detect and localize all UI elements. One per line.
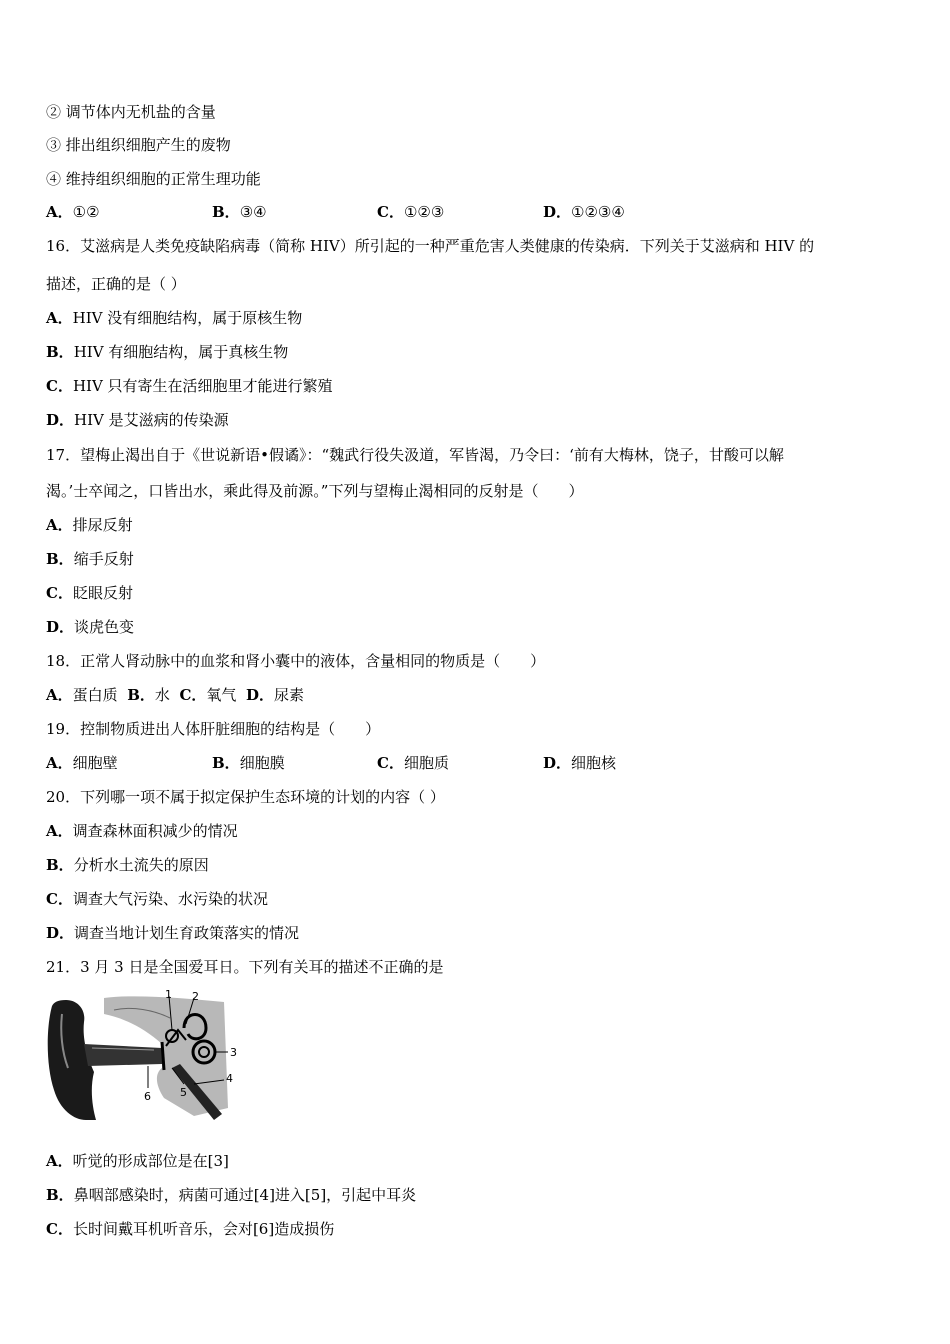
q15-option-a [46, 202, 100, 222]
option-text: 水 [154, 686, 170, 704]
option-text: 蛋白质 [72, 686, 118, 704]
option-letter: D． [46, 924, 75, 942]
option-letter: D． [46, 411, 75, 429]
option-letter: A． [46, 203, 73, 221]
figure-label-2: 2 [192, 990, 199, 1003]
q19-option-b [212, 753, 285, 773]
q19-option-d [543, 753, 616, 773]
option-text: 调查森林面积减少的情况 [72, 822, 238, 840]
option-letter: C． [46, 890, 73, 908]
question-number: 20． [46, 788, 81, 806]
option-text: 调查当地计划生育政策落实的情况 [74, 924, 300, 942]
option-letter: B． [212, 754, 240, 772]
question-number: 19． [46, 720, 81, 738]
option-text: 调查大气污染、水污染的状况 [72, 890, 268, 908]
question-text: 控制物质进出人体肝脏细胞的结构是（ ） [80, 720, 381, 738]
option-text: 细胞核 [571, 754, 617, 772]
option-letter: A． [46, 309, 73, 327]
q17-stem-line2: 渴。’士卒闻之，口皆出水，乘此得及前源。”下列与望梅止渴相同的反射是（ ） [46, 482, 584, 500]
q19-option-a [46, 753, 118, 773]
figure-label-6: 6 [144, 1090, 151, 1103]
option-text: ①②③④ [571, 203, 625, 221]
question-number: 21． [46, 958, 81, 976]
q20-option-d [46, 923, 299, 943]
q16-option-d [46, 410, 229, 430]
figure-label-1: 1 [165, 988, 172, 1001]
option-text: 缩手反射 [73, 550, 134, 568]
question-number: 17． [46, 446, 81, 464]
option-text: 眨眼反射 [72, 584, 133, 602]
option-letter: C． [179, 686, 207, 704]
q17-option-a [46, 515, 133, 535]
option-text: HIV 有细胞结构，属于真核生物 [73, 343, 289, 361]
option-letter: A． [46, 1152, 73, 1170]
option-letter: C． [377, 754, 404, 772]
q20-option-c [46, 889, 268, 909]
option-letter: A． [46, 754, 73, 772]
q15-option-c [377, 202, 444, 222]
q15-item-4: ④ 维持组织细胞的正常生理功能 [46, 170, 261, 188]
q20-stem [46, 787, 445, 807]
figure-label-4: 4 [226, 1072, 233, 1085]
q16-option-c [46, 376, 333, 396]
q15-item-3: ③ 排出组织细胞产生的废物 [46, 136, 231, 154]
option-text: 尿素 [273, 686, 304, 704]
question-text: 艾滋病是人类免疫缺陷病毒（简称 HIV）所引起的一种严重危害人类健康的传染病．下列关于艾滋病和 HIV 的 [80, 237, 815, 255]
q21-stem [46, 957, 444, 977]
option-letter: D． [245, 686, 274, 704]
q17-stem-line1 [46, 445, 784, 465]
q15-item-2: ② 调节体内无机盐的含量 [46, 103, 216, 121]
ear-anatomy-diagram [44, 988, 240, 1122]
q16-stem-line1 [46, 236, 814, 256]
option-letter: B． [46, 550, 74, 568]
q16-stem-line2: 描述，正确的是（ ） [46, 275, 186, 293]
option-letter: B． [46, 856, 74, 874]
eardrum-shape [162, 1042, 164, 1070]
option-text: 细胞膜 [239, 754, 285, 772]
q18-options [46, 685, 304, 705]
option-text: HIV 是艾滋病的传染源 [74, 411, 229, 429]
figure-label-3: 3 [230, 1046, 237, 1059]
question-text: 3 月 3 日是全国爱耳日。下列有关耳的描述不正确的是 [80, 958, 444, 976]
question-number: 18． [46, 652, 81, 670]
q18-stem [46, 651, 545, 671]
option-letter: D． [543, 203, 572, 221]
q21-option-c [46, 1219, 334, 1239]
option-letter: B． [46, 343, 74, 361]
q19-option-c [377, 753, 449, 773]
option-text: ③④ [239, 203, 267, 221]
q20-option-b [46, 855, 209, 875]
option-letter: A． [46, 686, 73, 704]
option-letter: A． [46, 516, 73, 534]
question-text: 望梅止渴出自于《世说新语•假谲》：“魏武行役失汲道，军皆渴，乃令曰：‘前有大梅林，饶子，甘酸可以解 [80, 446, 784, 464]
option-text: HIV 只有寄生在活细胞里才能进行繁殖 [72, 377, 333, 395]
option-text: 长时间戴耳机听音乐，会对[6]造成损伤 [72, 1220, 335, 1238]
option-letter: B． [46, 1186, 74, 1204]
option-letter: D． [543, 754, 572, 772]
question-number: 16． [46, 237, 81, 255]
option-letter: A． [46, 822, 73, 840]
figure-label-5: 5 [180, 1086, 187, 1099]
q20-option-a [46, 821, 238, 841]
option-text: 氧气 [206, 686, 237, 704]
q17-option-d [46, 617, 134, 637]
q21-option-a [46, 1151, 229, 1171]
q17-option-c [46, 583, 133, 603]
ear-canal-shape [84, 1044, 162, 1066]
question-text: 下列哪一项不属于拟定保护生态环境的计划的内容（ ） [80, 788, 445, 806]
option-text: ①②③ [403, 203, 445, 221]
option-letter: C． [46, 377, 73, 395]
option-text: 细胞壁 [72, 754, 118, 772]
option-text: 鼻咽部感染时，病菌可通过[4]进入[5]，引起中耳炎 [73, 1186, 417, 1204]
question-text: 正常人肾动脉中的血浆和肾小囊中的液体，含量相同的物质是（ ） [80, 652, 546, 670]
option-letter: C． [377, 203, 404, 221]
option-text: 分析水土流失的原因 [73, 856, 209, 874]
q16-option-a [46, 308, 302, 328]
option-letter: B． [212, 203, 240, 221]
q15-option-b [212, 202, 267, 222]
q16-option-b [46, 342, 288, 362]
q19-stem [46, 719, 380, 739]
option-letter: D． [46, 618, 75, 636]
option-text: 听觉的形成部位是在[3] [72, 1152, 229, 1170]
q15-option-d [543, 202, 625, 222]
option-letter: C． [46, 1220, 73, 1238]
q17-option-b [46, 549, 134, 569]
option-text: 细胞质 [403, 754, 449, 772]
q21-option-b [46, 1185, 416, 1205]
option-letter: B． [127, 686, 155, 704]
option-letter: C． [46, 584, 73, 602]
option-text: ①② [72, 203, 100, 221]
option-text: 排尿反射 [72, 516, 133, 534]
option-text: HIV 没有细胞结构，属于原核生物 [72, 309, 303, 327]
option-text: 谈虎色变 [74, 618, 135, 636]
